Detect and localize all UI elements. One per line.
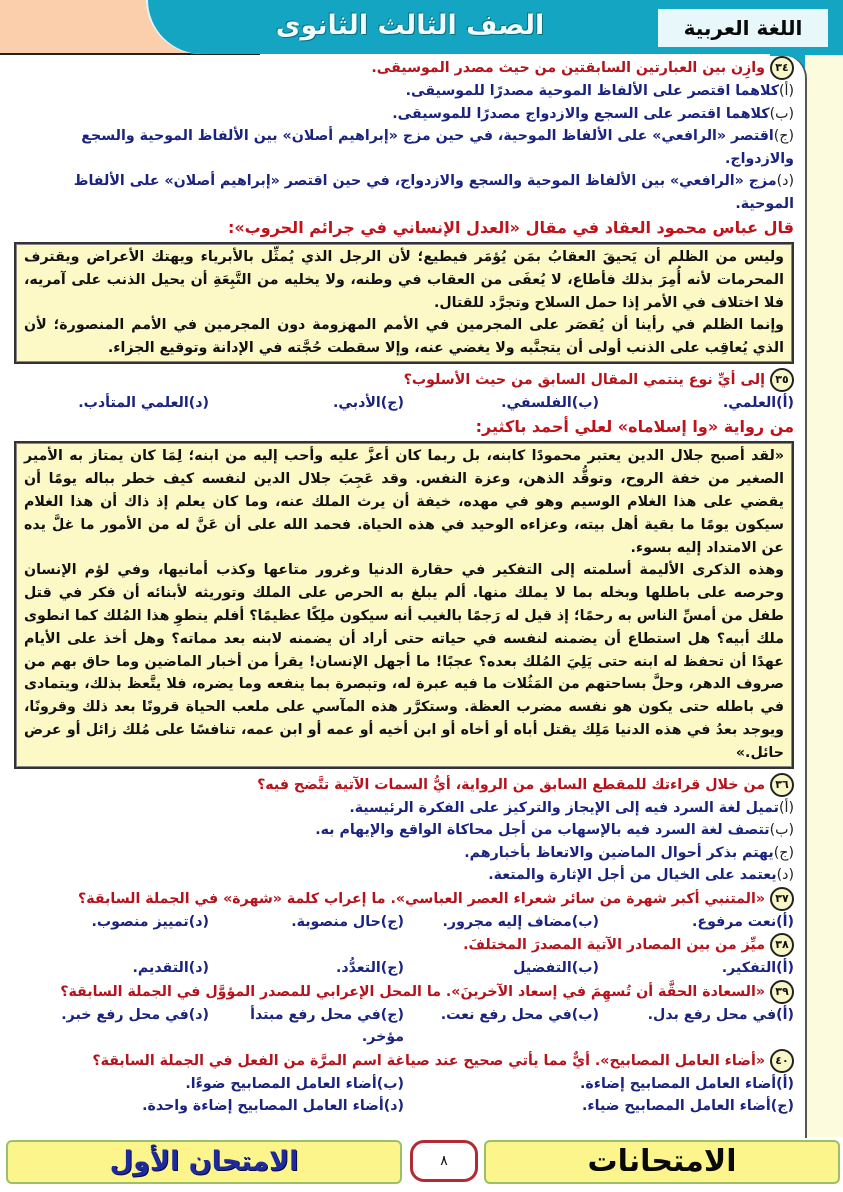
- option[interactable]: (ج)يهتم بذكر أحوال الماضين والاتعاظ بأخبارهم.: [464, 844, 794, 861]
- option[interactable]: (د)العلمي المتأدب.: [78, 394, 209, 411]
- question-number: ٤٠: [770, 1049, 794, 1073]
- option[interactable]: (د)مزج «الرافعي» بين الألفاظ الموحية والسجع والازدواج، في حين اقتصر «إبراهيم أصلان» على الألفاظ الموحية.: [73, 173, 794, 212]
- question-number: ٣٩: [770, 980, 794, 1004]
- passage-intro-aqqad: قال عباس محمود العقاد في مقال «العدل الإنساني في جرائم الحروب»:: [227, 218, 794, 237]
- question-number: ٣٧: [770, 887, 794, 911]
- option[interactable]: (ج)أضاء العامل المصابيح ضياء.: [582, 1098, 794, 1115]
- right-margin-strip: [805, 55, 843, 1137]
- question-text: «السعادة الحقَّة أن تُسهِمَ في إسعاد الآخرينَ». ما المحل الإعرابي للمصدر المؤوَّل في الجملة السابقة؟: [60, 983, 765, 1000]
- grade-title: الصف الثالث الثانوى: [275, 10, 545, 41]
- series-title: الامتحانات: [484, 1140, 840, 1184]
- option[interactable]: (ب)كلاهما اقتصر على السجع والازدواج مصدرًا للموسيقى.: [392, 105, 794, 122]
- options-row: [14, 1004, 794, 1049]
- passage-aqqad: [14, 242, 794, 364]
- passage-paragraph: وليس من الظلم أن يَحيقَ العقابُ بمَن يُؤمَر فيطيع؛ لأن الرجل الذي يُمثِّل بالأبرياء ويهتك الأعراض ويقترف المحرمات لأنه أُمِرَ بذلك فأطاع، لا يُعفَى من العقاب في وطنه، ولا يخليه من التَّبِعَةِ أن يحيل الذنب على آمريه، فلا اختلاف في الأمر إذا حمل السلاح وتجرَّد للقتال.: [24, 249, 784, 311]
- question-38: [14, 933, 794, 957]
- passage-paragraph: «لقد أصبح جلال الدين يعتبر محمودًا كابنه، بل ربما كان أعزَّ عليه وأحب إليه من ابنه؛ لِمَا كان يمتاز به الأمير الصغير من خفة الروح، وتوقُّد الذهن، وعزة النفس. وقد عَجِبَ جلال الدين لنفسه كيف خطر بباله يومًا أن يقضي على هذا الغلام الوسيم وهو في مهده، خيفة أن يرث الملك عنه، وما كان يعلم إذ ذاك أن هذا الغلام سيكون يومًا ما بقية أهل بيته، وعزاءه الوحيد في هذه الحياة. فحمد الله على أن عَنَّ له من الأمور ما غلَّ يده عن الامتداد إليه بسوء.: [24, 448, 784, 556]
- options-row: [14, 1073, 794, 1096]
- question-text: من خلال قراءتك للمقطع السابق من الرواية، أيُّ السمات الآتية تتَّضح فيه؟: [257, 776, 765, 793]
- option[interactable]: (ب)أضاء العامل المصابيح ضوءًا.: [185, 1075, 404, 1092]
- question-number: ٣٥: [770, 368, 794, 392]
- question-number: ٣٦: [770, 773, 794, 797]
- option[interactable]: (د)يعتمد على الخيال من أجل الإثارة والمتعة.: [488, 867, 794, 884]
- passage-paragraph: وإنما الظلم في رأينا أن يُقصَر على المجرمين في الأمم المهزومة دون المجرمين في الأمم المنصورة؛ لأن الذي يُعاقِب على الذنب أولى أن يتجنَّبه ولا يغضي عنه، وإلا سقطت حُجَّته في الإدانة وتوقيع الجزاء.: [24, 317, 784, 357]
- options-row: [14, 392, 794, 415]
- option[interactable]: (ب)تتصف لغة السرد فيه بالإسهاب من أجل محاكاة الواقع والإيهام به.: [315, 822, 794, 839]
- question-text: «المتنبي أكبر شهرة من سائر شعراء العصر العباسي». ما إعراب كلمة «شهرة» في الجملة السابقة؟: [78, 890, 765, 907]
- option[interactable]: (ج)التعدُّد.: [335, 960, 404, 977]
- option[interactable]: (ب)مضاف إليه مجرور.: [442, 913, 599, 930]
- option[interactable]: (ج)في محل رفع مبتدأ مؤخر.: [250, 1006, 404, 1046]
- option[interactable]: (د)التقديم.: [132, 960, 209, 977]
- page-number: ٨: [410, 1140, 478, 1182]
- option[interactable]: (د)تمييز منصوب.: [91, 913, 209, 930]
- passage-paragraph: وهذه الذكرى الأليمة أسلمته إلى التفكير في حقارة الدنيا وغرور متاعها وكذب أمانيها، وفي لؤم الإنسان وحرصه على باطلها وبخله بما لا يملك منها. ألم يبلغ به الحرص على الملك وتوريثه لأبنائه أن فكر في قتل طفل من أمسِّ الناس به رحمًا؛ إذ قيل له رَجمًا بالغيب أنه سيكون ملِكًا عظيمًا؟ أفلم ينطوِ هذا المُلك كما انطوى ملك أبيه؟ هل استطاع أن يضمنه لنفسه في حياته حتى أراد أن يضمنه لابنه بعد مماته؟ وهل أخذ على الأيام عهدًا أن تحفظ له ابنه حتى يَلِيَ المُلك بعده؟ عجبًا! ما أجهل الإنسان! يقرأ من أخبار الماضين وما حاق بهم من صروف الدهر، وحلَّ بساحتهم من المَثُلات ما فيه عبرة له، وتبصرة بما ينفعه وما يضره، فلا يتَّعظ بذلك، ويتمادى في باطله حتى يكون هو نفسه مضرب العظة. وستكرَّر هذه المآسي على ملعب الحياة قرونًا بعد ذلك وقرونًا، ويوجد بعدُ في هذه الدنيا مَلِك يقتل أباه أو أخاه أو ابن أخيه أو عمه أو ابن عمه، تنافسًا على مُلك زائل أو عرض حائل.»: [24, 562, 784, 761]
- option[interactable]: (أ)كلاهما اقتصر على الألفاظ الموحية مصدرًا للموسيقى.: [405, 83, 794, 99]
- option[interactable]: (ب)التفضيل: [513, 960, 599, 977]
- question-number: ٣٨: [770, 933, 794, 957]
- question-number: ٣٤: [770, 56, 794, 80]
- option[interactable]: (أ)العلمي.: [722, 394, 794, 411]
- question-text: إلى أيِّ نوع ينتمي المقال السابق من حيث الأسلوب؟: [403, 371, 765, 388]
- exam-title: الامتحان الأول: [6, 1140, 402, 1184]
- option[interactable]: (ج)اقتصر «الرافعي» على الألفاظ الموحية، في حين مزج «إبراهيم أصلان» بين الألفاظ الموحية والسجع والازدواج.: [81, 128, 794, 167]
- passage-intro-bakathir: من رواية «وا إسلاماه» لعلي أحمد باكثير:: [475, 417, 794, 437]
- passage-bakathir: [14, 441, 794, 768]
- option[interactable]: (ب)في محل رفع نعت.: [440, 1006, 599, 1023]
- option[interactable]: (أ)نعت مرفوع.: [691, 913, 794, 930]
- option[interactable]: (أ)التفكير.: [721, 960, 794, 977]
- option[interactable]: (أ)تميل لغة السرد فيه إلى الإيجاز والتركيز على الفكرة الرئيسية.: [349, 799, 794, 816]
- option[interactable]: (أ)أضاء العامل المصابيح إضاءة.: [579, 1075, 794, 1092]
- subject-label: اللغة العربية: [658, 9, 828, 47]
- option[interactable]: (أ)في محل رفع بدل.: [647, 1006, 794, 1023]
- option[interactable]: (د)أضاء العامل المصابيح إضاءة واحدة.: [142, 1098, 404, 1115]
- option[interactable]: (ب)الفلسفي.: [501, 394, 599, 411]
- question-text: وازِن بين العبارتين السابقتين من حيث مصدر الموسيقى.: [371, 60, 765, 76]
- question-39: [14, 980, 794, 1004]
- question-34: [14, 56, 794, 80]
- question-text: ميِّز من بين المصادر الآتية المصدرَ المختلفَ.: [463, 937, 765, 954]
- option[interactable]: (ج)حال منصوبة.: [291, 913, 404, 930]
- page-content: [14, 56, 794, 1118]
- option[interactable]: (ج)الأدبي.: [333, 394, 404, 411]
- question-40: [14, 1049, 794, 1073]
- options-row: [14, 1095, 794, 1118]
- question-text: «أضاء العامل المصابيح». أيٌّ مما يأتي صحيح عند صياغة اسم المرَّة من الفعل في الجملة السابقة؟: [92, 1052, 765, 1069]
- options-row: [14, 911, 794, 934]
- option[interactable]: (د)في محل رفع خبر.: [61, 1006, 209, 1023]
- question-37: [14, 887, 794, 911]
- question-36: [14, 773, 794, 797]
- question-35: [14, 368, 794, 392]
- options-row: [14, 957, 794, 980]
